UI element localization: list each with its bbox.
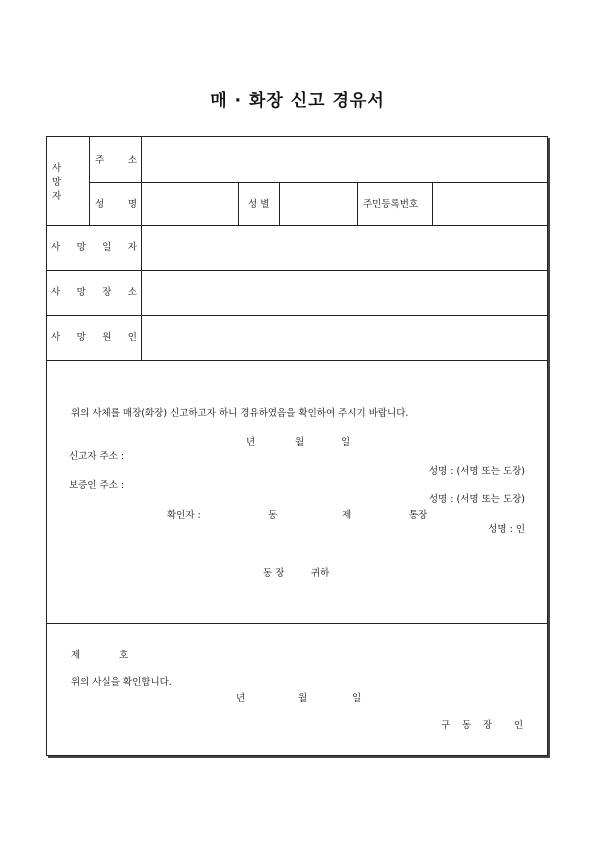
footer-date-day: 일: [352, 693, 362, 704]
footer-signer: [441, 721, 523, 731]
name-label-char: 명: [127, 199, 137, 210]
dong-label: 동: [268, 510, 278, 521]
rrn-field[interactable]: [433, 183, 547, 225]
footer-date-month: 월: [298, 693, 308, 704]
death-cause-label: [51, 333, 137, 343]
date-year-label: 년: [246, 437, 256, 448]
number-je-label: 제: [71, 650, 81, 661]
label-char: 망: [76, 332, 86, 343]
address-label-char: 주: [95, 155, 105, 166]
signer-char: 인: [513, 720, 523, 731]
death-cause-field[interactable]: [142, 316, 547, 360]
label-char: 인: [127, 332, 137, 343]
divider: [89, 137, 90, 225]
divider: [47, 623, 547, 624]
confirmer-label: 확인자 :: [167, 510, 201, 521]
date-month-label: 월: [295, 437, 305, 448]
death-date-label: [51, 243, 137, 253]
deceased-label-char: 망: [52, 177, 62, 188]
label-char: 자: [127, 242, 137, 253]
divider: [357, 182, 358, 225]
name-label: [91, 200, 139, 210]
signer-char: 장: [482, 720, 493, 731]
addressee-honorific: 귀하: [311, 568, 330, 579]
name-field[interactable]: [142, 183, 238, 225]
death-place-label: [51, 288, 137, 298]
page-title: 매 · 화장 신고 경유서: [210, 91, 385, 111]
tongjang-label: 통장: [409, 510, 428, 521]
label-char: 원: [102, 332, 112, 343]
label-char: 일: [102, 242, 112, 253]
date-day-label: 일: [341, 437, 351, 448]
gender-label: 성 별: [248, 199, 270, 210]
address-field[interactable]: [142, 137, 547, 182]
deceased-label-char: 사: [52, 163, 62, 174]
guarantor-address-label: 보증인 주소 :: [69, 480, 125, 491]
label-char: 소: [127, 287, 137, 298]
deceased-label-char: 자: [52, 191, 62, 202]
label-char: 사: [51, 242, 61, 253]
number-ho-label: 호: [119, 650, 129, 661]
death-date-field[interactable]: [142, 226, 547, 270]
label-char: 장: [102, 287, 112, 298]
reporter-signature-label: 성명 : (서명 또는 도장): [428, 466, 525, 477]
addressee-dongjang: 동 장: [263, 568, 285, 579]
gender-field[interactable]: [280, 183, 357, 225]
seal-label: 성명 : 인: [488, 524, 525, 535]
name-label-char: 성: [95, 199, 105, 210]
confirm-statement: 위의 사실을 확인합니다.: [71, 677, 172, 688]
signer-char: 구: [441, 720, 451, 731]
signer-char: 동: [461, 720, 472, 731]
footer-date-year: 년: [236, 693, 246, 704]
form-frame: [46, 136, 548, 756]
label-char: 사: [51, 287, 61, 298]
death-place-field[interactable]: [142, 271, 547, 315]
request-statement: 위의 사체를 매장(화장) 신고하고자 하니 경유하였음을 확인하여 주시기 바랍니다.: [71, 408, 409, 419]
label-char: 망: [76, 287, 86, 298]
reporter-address-label: 신고자 주소 :: [69, 451, 125, 462]
guarantor-signature-label: 성명 : (서명 또는 도장): [428, 494, 525, 505]
label-char: 사: [51, 332, 61, 343]
label-char: 망: [76, 242, 86, 253]
divider: [238, 182, 239, 225]
je-label: 제: [342, 510, 352, 521]
address-label: [91, 156, 139, 166]
divider: [47, 360, 547, 361]
address-label-char: 소: [127, 155, 137, 166]
rrn-label: 주민등록번호: [363, 199, 419, 210]
